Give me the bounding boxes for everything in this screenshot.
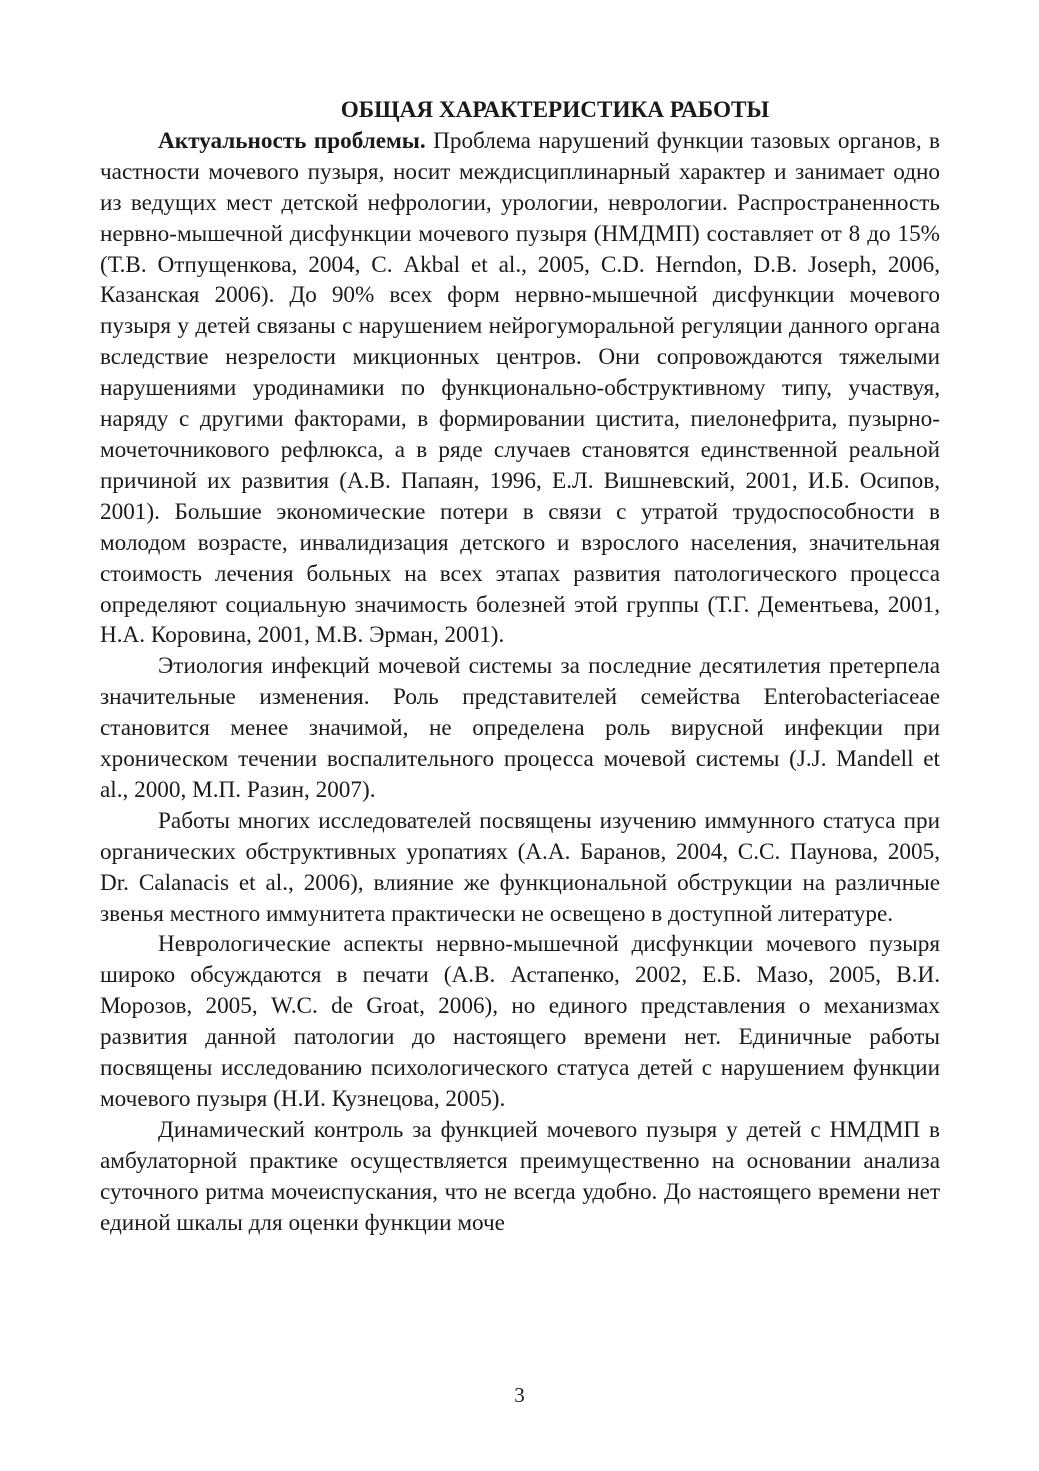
paragraph-dynamic-control: Динамический контроль за функцией мочевого пузыря у детей с НМДМП в амбулаторной практике осуществляется преимущественно на основании анализа суточного ритма мочеиспускания, что не всегда удобно. До настоящего времени нет единой шкалы для оценки функции моче [100, 1116, 940, 1236]
paragraph-text: Проблема нарушений функции тазовых органов, в частности мочевого пузыря, носит междисциплинарный характер и занимает одно из ведущих мест детской нефрологии, урологии, неврологии. Распространенность нервно-мышечной дисфункции мочевого пузыря (НМДМП) составляет от 8 до 15% (Т.В. Отпущенкова, 2004, С. Akbal et al., 2005, C.D. Herndon, D.B. Joseph, 2006, Казанская 2006). До 90% всех форм нервно-мышечной дисфункции мочевого пузыря у детей связаны с нарушением нейрогуморальной регуляции данного органа вследствие незрелости микционных центров. Они сопровождаются тяжелыми нарушениями уродинамики по функционально-обструктивному типу, участвуя, наряду с другими факторами, в формировании цистита, пиелонефрита, пузырно-мочеточникового рефлюкса, а в ряде случаев становятся единственной реальной причиной их развития (А.В. Папаян, 1996, Е.Л. Вишневский, 2001, И.Б. Осипов, 2001). Большие экономические потери в связи с утратой трудоспособности в молодом возрасте, инвалидизация детского и взрослого населения, значительная стоимость лечения больных на всех этапах развития патологического процесса определяют социальную значимость болезней этой группы (Т.Г. Дементьева, 2001, Н.А. Коровина, 2001, М.В. Эрман, 2001). [100, 127, 940, 649]
paragraph-neurology: Неврологические аспекты нервно-мышечной дисфункции мочевого пузыря широко обсуждаются в печати (А.В. Астапенко, 2002, Е.Б. Мазо, 2005, В.И. Морозов, 2005, W.C. de Groat, 2006), но единого представления о механизмах развития данной патологии до настоящего времени нет. Единичные работы посвящены исследованию психологического статуса детей с нарушением функции мочевого пузыря (Н.И. Кузнецова, 2005). [100, 931, 940, 1112]
section-title: ОБЩАЯ ХАРАКТЕРИСТИКА РАБОТЫ [340, 97, 770, 123]
page-number: 3 [514, 1383, 525, 1407]
body-text [100, 95, 940, 1239]
paragraph-immune-status: Работы многих исследователей посвящены изучению иммунного статуса при органических обструктивных уропатиях (А.А. Баранов, 2004, С.С. Паунова, 2005, Dr. Calanacis et al., 2006), влияние же функциональной обструкции на различные звенья местного иммунитета практически не освещено в доступной литературе. [100, 807, 940, 927]
paragraph-relevance [100, 126, 940, 651]
paragraph-lead: Актуальность проблемы. [158, 127, 426, 154]
paragraph-etiology: Этиология инфекций мочевой системы за последние десятилетия претерпела значительные изменения. Роль представителей семейства Enterobacteriaceae становится менее значимой, не определена роль вирусной инфекции при хроническом течении воспалительного процесса мочевой системы (J.J. Mandell et al., 2000, М.П. Разин, 2007). [100, 653, 940, 803]
